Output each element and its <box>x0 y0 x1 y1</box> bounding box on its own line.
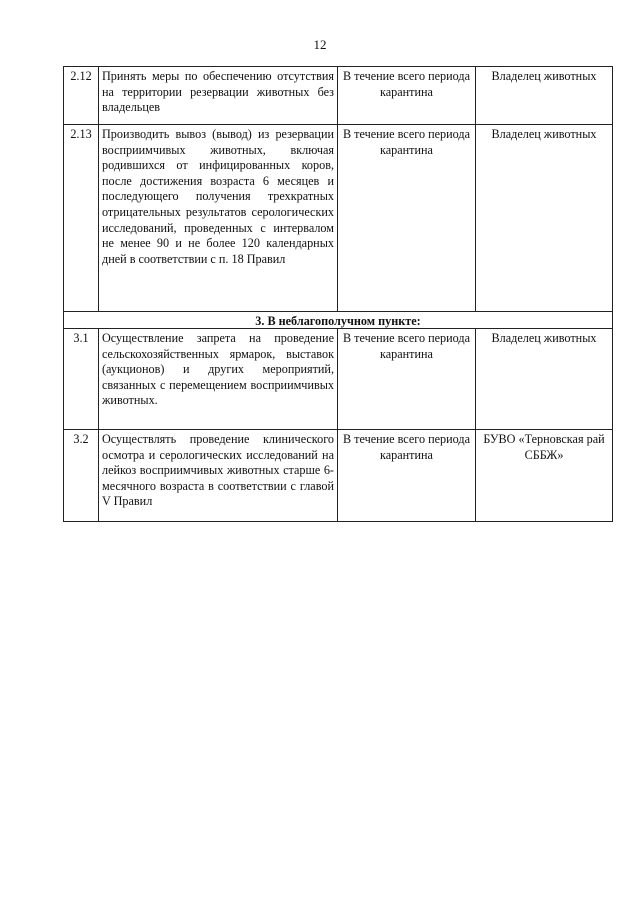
table-row <box>64 329 613 430</box>
table-row <box>64 125 613 312</box>
action-text: Принять меры по обеспечению отсутствия на территории резервации животных без владельцев <box>99 67 338 125</box>
responsible-text: БУВО «Терновская рай СББЖ» <box>476 430 613 522</box>
section-title: 3. В неблагополучном пункте: <box>64 312 613 329</box>
item-number: 3.1 <box>64 329 99 430</box>
table-row <box>64 430 613 522</box>
item-number: 2.12 <box>64 67 99 125</box>
action-text: Осуществление запрета на проведение сельскохозяйственных ярмарок, выставок (аукционов) и других мероприятий, связанных с перемещением восприимчивых животных. <box>99 329 338 430</box>
responsible-text: Владелец животных <box>476 67 613 125</box>
action-text: Производить вывоз (вывод) из резервации восприимчивых животных, включая родившихся от инфицированных коров, после достижения возраста 6 месяцев и последующего получения трехкратных отрицательных результатов серологических исследований, проведенных с интервалом не менее 90 и не более 120 календарных дней в соответствии с п. 18 Правил <box>99 125 338 312</box>
measures-table <box>63 66 613 522</box>
action-text: Осуществлять проведение клинического осмотра и серологических исследований на лейкоз восприимчивых животных старше 6-месячного возраста в соответствии с главой V Правил <box>99 430 338 522</box>
section-row <box>64 312 613 329</box>
responsible-text: Владелец животных <box>476 125 613 312</box>
table-row <box>64 67 613 125</box>
term-text: В течение всего периода карантина <box>338 329 476 430</box>
term-text: В течение всего периода карантина <box>338 67 476 125</box>
term-text: В течение всего периода карантина <box>338 125 476 312</box>
responsible-text: Владелец животных <box>476 329 613 430</box>
term-text: В течение всего периода карантина <box>338 430 476 522</box>
page-number: 12 <box>313 37 327 52</box>
item-number: 2.13 <box>64 125 99 312</box>
item-number: 3.2 <box>64 430 99 522</box>
